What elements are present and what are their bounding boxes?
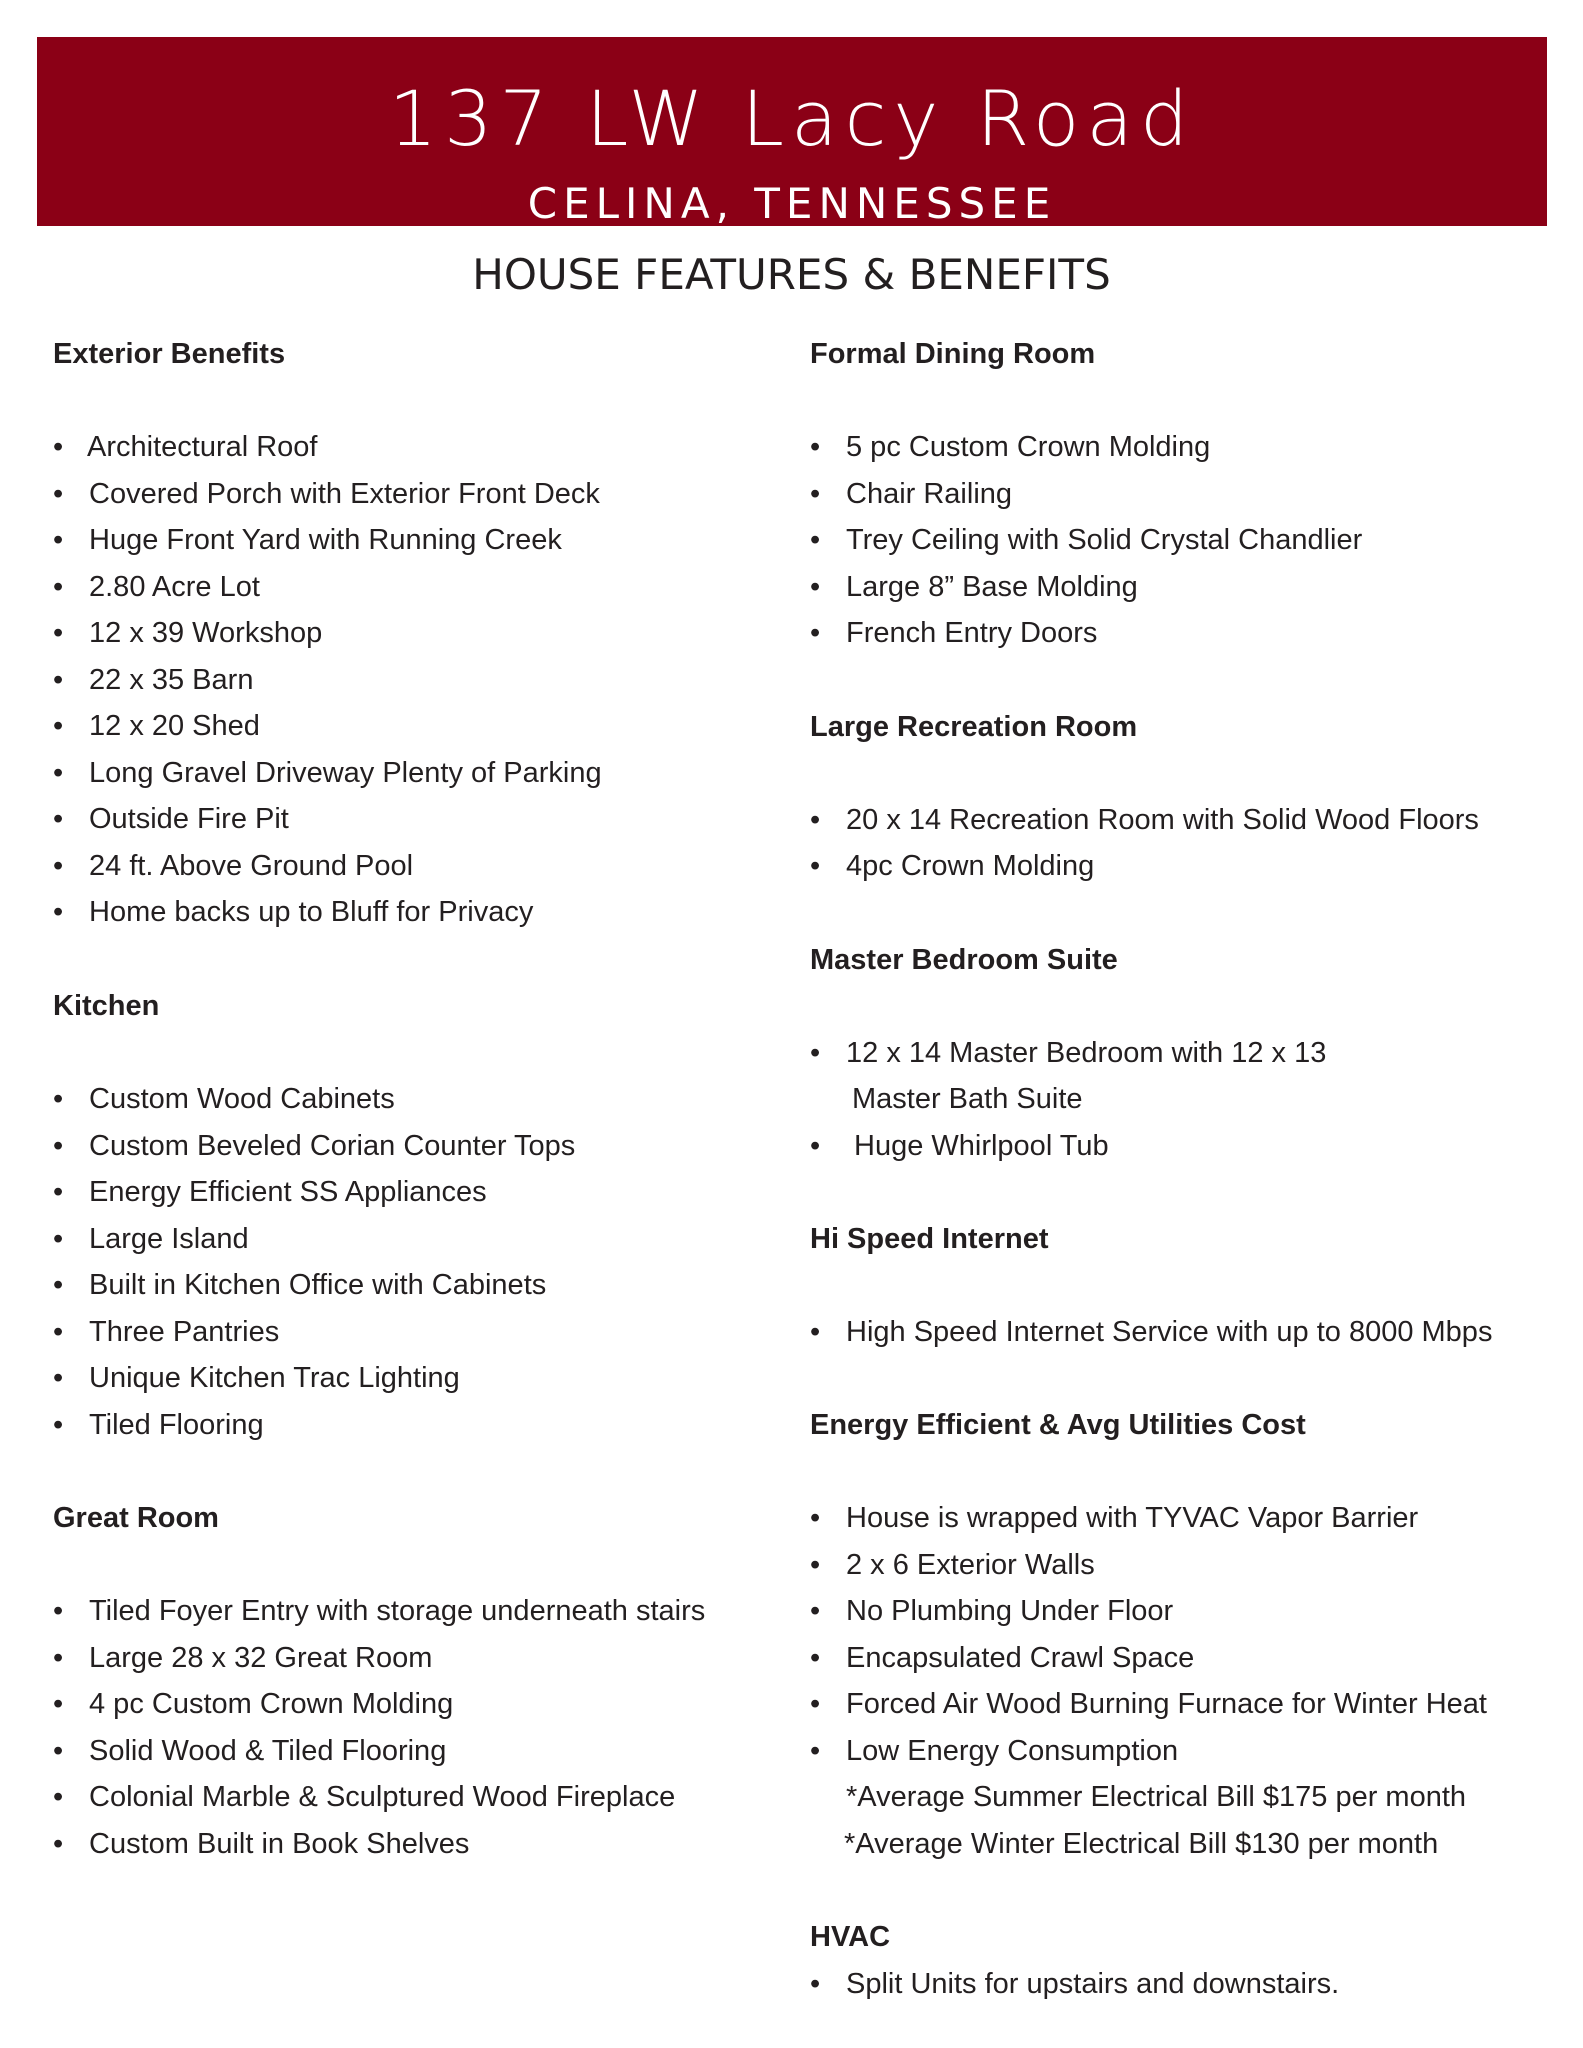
bullet-icon: • (53, 1362, 64, 1394)
bullet-icon: • (53, 1223, 64, 1255)
bullet-icon: • (53, 524, 64, 556)
bullet-icon: • (53, 1781, 64, 1813)
section-heading-internet: Hi Speed Internet (810, 1223, 1049, 1255)
bullet-icon: • (810, 1316, 821, 1348)
bullet-icon: • (810, 431, 821, 463)
bullet-icon: • (53, 1269, 64, 1301)
bullet-icon: • (810, 1595, 821, 1627)
bullet-icon: • (53, 896, 64, 928)
list-item-continuation: Master Bath Suite (852, 1083, 1083, 1115)
bullet-icon: • (810, 1735, 821, 1767)
section-heading-recreation: Large Recreation Room (810, 711, 1138, 743)
bullet-icon: • (53, 478, 64, 510)
bullet-icon: • (810, 617, 821, 649)
bullet-icon: • (53, 757, 64, 789)
bullet-icon: • (53, 1828, 64, 1860)
property-city: CELINA, TENNESSEE (527, 179, 1057, 228)
bullet-icon: • (53, 710, 64, 742)
bullet-icon: • (810, 478, 821, 510)
bullet-icon: • (53, 571, 64, 603)
bullet-icon: • (810, 1502, 821, 1534)
bullet-icon: • (53, 1642, 64, 1674)
property-address: 137 LW Lacy Road (388, 74, 1196, 163)
section-heading-dining: Formal Dining Room (810, 338, 1096, 370)
bullet-icon: • (53, 1735, 64, 1767)
section-heading-exterior: Exterior Benefits (53, 338, 286, 370)
bullet-icon: • (810, 524, 821, 556)
bullet-icon: • (810, 1642, 821, 1674)
section-heading-energy: Energy Efficient & Avg Utilities Cost (810, 1409, 1306, 1441)
bullet-icon: • (53, 803, 64, 835)
bullet-icon: • (53, 1130, 64, 1162)
bullet-icon: • (810, 804, 821, 836)
section-heading-master: Master Bedroom Suite (810, 944, 1118, 976)
bullet-icon: • (810, 1968, 821, 2000)
bullet-icon: • (810, 1549, 821, 1581)
bullet-icon: • (53, 1176, 64, 1208)
section-heading-kitchen: Kitchen (53, 990, 160, 1022)
bullet-icon: • (53, 431, 64, 463)
bullet-icon: • (53, 1688, 64, 1720)
utility-note-summer: *Average Summer Electrical Bill $175 per month (846, 1781, 1467, 1813)
bullet-icon: • (53, 1316, 64, 1348)
utility-note-winter: *Average Winter Electrical Bill $130 per month (844, 1828, 1439, 1860)
bullet-icon: • (53, 617, 64, 649)
bullet-icon: • (53, 1595, 64, 1627)
bullet-icon: • (810, 1688, 821, 1720)
section-heading-hvac: HVAC (810, 1921, 891, 1953)
header-banner (37, 37, 1547, 226)
bullet-icon: • (810, 1037, 821, 1069)
bullet-icon: • (810, 571, 821, 603)
section-heading-great-room: Great Room (53, 1502, 219, 1534)
bullet-icon: • (53, 1409, 64, 1441)
page-subtitle: HOUSE FEATURES & BENEFITS (472, 250, 1111, 299)
bullet-icon: • (53, 850, 64, 882)
bullet-icon: • (810, 850, 821, 882)
bullet-icon: • (810, 1130, 821, 1162)
bullet-icon: • (53, 664, 64, 696)
bullet-icon: • (53, 1083, 64, 1115)
